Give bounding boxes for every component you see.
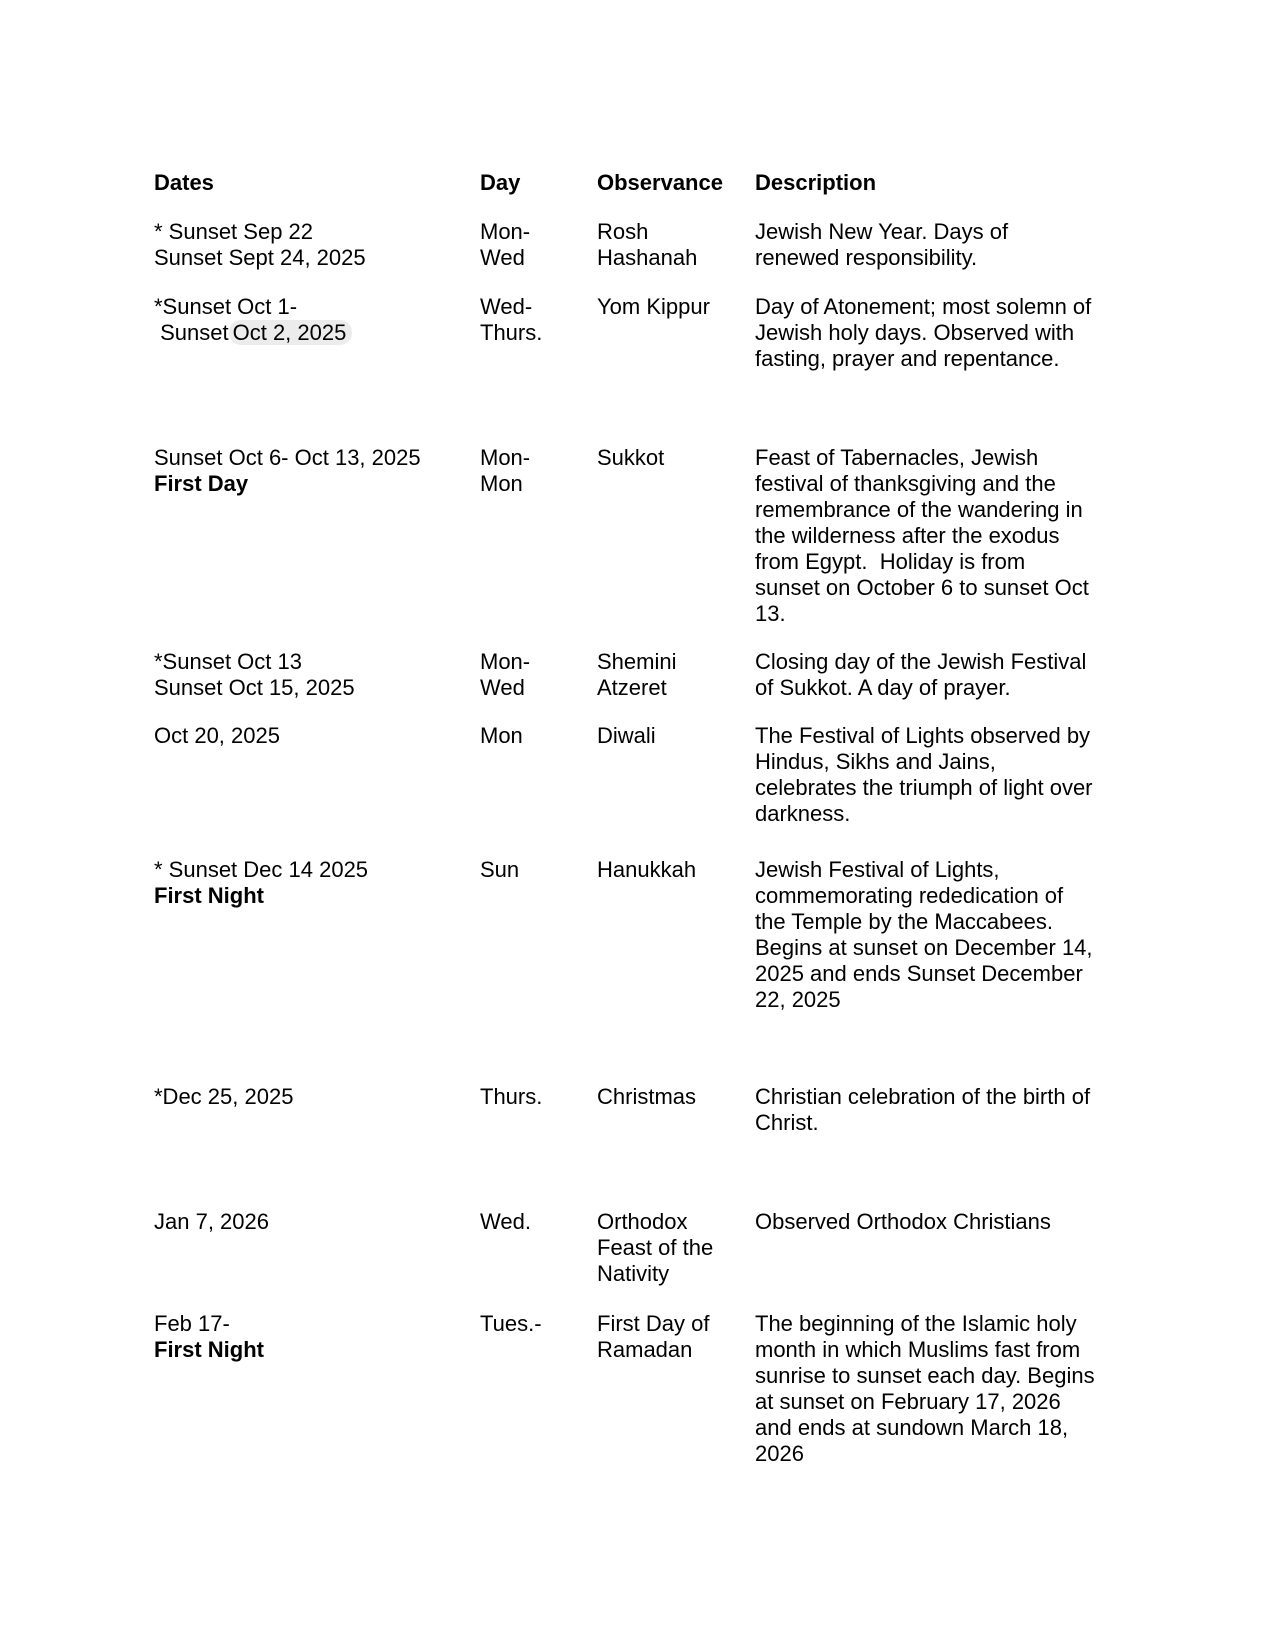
header-observance: Observance <box>597 170 723 195</box>
description-line: and ends at sundown March 18, <box>755 1415 1069 1440</box>
description-cell <box>755 219 1125 271</box>
description-line: sunrise to sunset each day. Begins <box>755 1363 1095 1388</box>
description-line: Christian celebration of the birth of <box>755 1084 1091 1109</box>
day-line: Mon <box>480 723 523 748</box>
observance-line: Christmas <box>597 1084 697 1109</box>
description-line: The beginning of the Islamic holy <box>755 1311 1077 1336</box>
description-line: darkness. <box>755 801 851 826</box>
description-line: Jewish New Year. Days of <box>755 219 1009 244</box>
description-line: renewed responsibility. <box>755 245 978 270</box>
description-line: Christ. <box>755 1110 819 1135</box>
description-cell <box>755 294 1125 372</box>
dates-cell <box>154 1084 474 1110</box>
observance-line: Shemini <box>597 649 677 674</box>
description-line: commemorating rededication of <box>755 883 1064 908</box>
dates-line: Sunset Sept 24, 2025 <box>154 245 366 270</box>
day-line: Wed <box>480 245 525 270</box>
dates-line: Sunset Oct 6- Oct 13, 2025 <box>154 445 421 470</box>
description-line: Begins at sunset on December 14, <box>755 935 1093 960</box>
dates-cell <box>154 649 474 701</box>
dates-line: Jan 7, 2026 <box>154 1209 269 1234</box>
description-line: from Egypt. Holiday is from <box>755 549 1026 574</box>
description-line: month in which Muslims fast from <box>755 1337 1081 1362</box>
day-line: Wed <box>480 675 525 700</box>
day-line: Sun <box>480 857 520 882</box>
description-cell <box>755 1084 1125 1136</box>
description-line: Hindus, Sikhs and Jains, <box>755 749 996 774</box>
dates-line: Sunset Oct 15, 2025 <box>154 675 355 700</box>
description-line: Day of Atonement; most solemn of <box>755 294 1092 319</box>
highlighted-date: Oct 2, 2025 <box>229 320 353 345</box>
observance-cell <box>597 1084 747 1110</box>
day-line: Wed- <box>480 294 533 319</box>
header-dates: Dates <box>154 170 214 195</box>
description-line: The Festival of Lights observed by <box>755 723 1091 748</box>
observance-cell <box>597 219 747 271</box>
observance-line: Nativity <box>597 1261 670 1286</box>
observance-cell <box>597 1311 747 1363</box>
day-line: Mon- <box>480 219 531 244</box>
day-cell <box>480 1311 590 1337</box>
day-cell <box>480 1084 590 1110</box>
description-cell <box>755 445 1125 627</box>
observance-line: Feast of the <box>597 1235 714 1260</box>
observance-line: Atzeret <box>597 675 667 700</box>
description-line: at sunset on February 17, 2026 <box>755 1389 1061 1414</box>
observance-cell <box>597 857 747 883</box>
dates-line: First Night <box>154 883 264 908</box>
description-line: Closing day of the Jewish Festival <box>755 649 1087 674</box>
day-cell <box>480 219 590 271</box>
description-line: remembrance of the wandering in <box>755 497 1083 522</box>
description-line: Jewish holy days. Observed with <box>755 320 1075 345</box>
observance-cell <box>597 294 747 320</box>
day-line: Thurs. <box>480 320 543 345</box>
day-line: Thurs. <box>480 1084 543 1109</box>
description-line: 2025 and ends Sunset December <box>755 961 1083 986</box>
day-cell <box>480 445 590 497</box>
observance-line: Diwali <box>597 723 656 748</box>
description-cell <box>755 723 1125 827</box>
dates-cell <box>154 1311 474 1363</box>
day-line: Mon <box>480 471 523 496</box>
description-line: Jewish Festival of Lights, <box>755 857 1000 882</box>
description-line: Observed Orthodox Christians <box>755 1209 1051 1234</box>
observance-line: First Day of <box>597 1311 710 1336</box>
dates-line: Oct 20, 2025 <box>154 723 280 748</box>
dates-line: * Sunset Dec 14 2025 <box>154 857 369 882</box>
description-line: the Temple by the Maccabees. <box>755 909 1053 934</box>
day-cell <box>480 723 590 749</box>
day-cell <box>480 649 590 701</box>
observance-line: Rosh <box>597 219 649 244</box>
description-line: celebrates the triumph of light over <box>755 775 1093 800</box>
observance-cell <box>597 1209 747 1287</box>
header-description: Description <box>755 170 877 195</box>
day-line: Mon- <box>480 445 531 470</box>
dates-line: *Dec 25, 2025 <box>154 1084 294 1109</box>
description-cell <box>755 649 1125 701</box>
description-line: 22, 2025 <box>755 987 841 1012</box>
day-line: Mon- <box>480 649 531 674</box>
dates-cell <box>154 723 474 749</box>
dates-cell <box>154 445 474 497</box>
dates-text: Sunset <box>154 320 229 345</box>
description-line: Feast of Tabernacles, Jewish <box>755 445 1039 470</box>
observance-line: Yom Kippur <box>597 294 710 319</box>
observance-line: Hanukkah <box>597 857 697 882</box>
day-line: Wed. <box>480 1209 531 1234</box>
observance-line: Ramadan <box>597 1337 693 1362</box>
dates-line: *Sunset Oct 13 <box>154 649 302 674</box>
description-cell <box>755 1209 1125 1235</box>
description-line: fasting, prayer and repentance. <box>755 346 1060 371</box>
description-cell <box>755 1311 1125 1467</box>
description-line: 13. <box>755 601 786 626</box>
dates-cell <box>154 857 474 909</box>
dates-line: First Day <box>154 471 249 496</box>
dates-cell <box>154 219 474 271</box>
description-line: 2026 <box>755 1441 804 1466</box>
description-line: festival of thanksgiving and the <box>755 471 1056 496</box>
observance-cell <box>597 723 747 749</box>
dates-cell <box>154 1209 474 1235</box>
day-cell <box>480 294 590 346</box>
observance-line: Orthodox <box>597 1209 688 1234</box>
header-day: Day <box>480 170 521 195</box>
day-cell <box>480 857 590 883</box>
observance-cell <box>597 649 747 701</box>
observance-cell <box>597 445 747 471</box>
description-line: of Sukkot. A day of prayer. <box>755 675 1011 700</box>
day-cell <box>480 1209 590 1235</box>
dates-line: First Night <box>154 1337 264 1362</box>
dates-line: * Sunset Sep 22 <box>154 219 314 244</box>
description-line: the wilderness after the exodus <box>755 523 1060 548</box>
dates-line <box>154 320 474 346</box>
dates-line: *Sunset Oct 1- <box>154 294 298 319</box>
description-cell <box>755 857 1125 1013</box>
description-line: sunset on October 6 to sunset Oct <box>755 575 1089 600</box>
dates-line: Feb 17- <box>154 1311 230 1336</box>
observance-line: Sukkot <box>597 445 665 470</box>
day-line: Tues.- <box>480 1311 542 1336</box>
observance-line: Hashanah <box>597 245 698 270</box>
dates-cell <box>154 294 474 346</box>
